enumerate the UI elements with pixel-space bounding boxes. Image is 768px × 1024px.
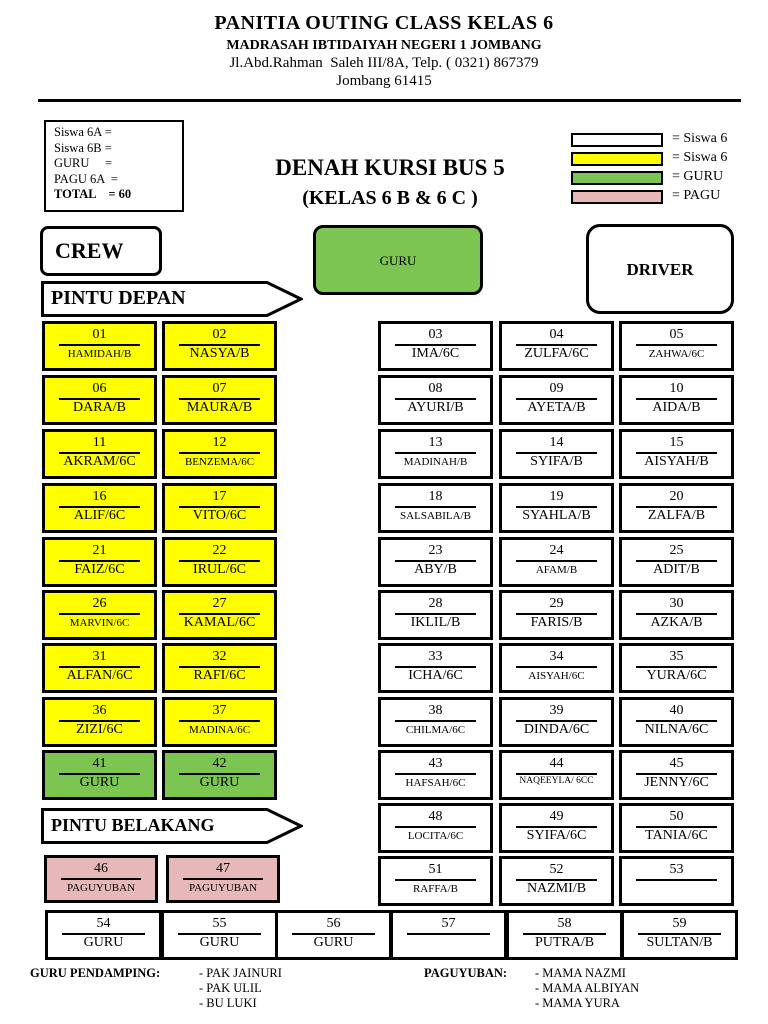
seat-53	[619, 856, 734, 906]
seat-37	[162, 697, 277, 747]
seat-number: 29	[549, 596, 564, 611]
info-line-1: Siswa 6A =	[54, 125, 112, 139]
seat-name-line	[407, 933, 489, 935]
seat-name-line	[59, 613, 140, 615]
seat-number: 51	[428, 862, 443, 877]
seat-name: YURA/6C	[646, 667, 707, 683]
seat-name: NILNA/6C	[644, 721, 709, 737]
seat-name: GURU	[199, 934, 240, 950]
seat-name-line	[59, 344, 140, 346]
seat-name: DINDA/6C	[523, 721, 590, 737]
seat-36	[42, 697, 157, 747]
legend-swatch-3	[571, 190, 663, 204]
seat-number: 49	[549, 809, 564, 824]
crew-box: CREW	[40, 226, 162, 276]
seat-number: 16	[92, 489, 107, 504]
seat-49	[499, 803, 614, 853]
seat-name: MADINAH/B	[403, 455, 468, 468]
info-line-3: GURU =	[54, 156, 113, 170]
seat-name: IMA/6C	[411, 345, 460, 361]
seat-number: 06	[92, 381, 107, 396]
seat-name: SYAHLA/B	[522, 507, 591, 523]
page-subtitle: (KELAS 6 B & 6 C )	[302, 187, 478, 209]
legend-label-0: = Siswa 6	[672, 131, 728, 146]
seat-name-line	[516, 560, 597, 562]
seat-22	[162, 537, 277, 587]
seat-44	[499, 750, 614, 800]
legend-swatch-0	[571, 133, 663, 147]
seat-name-line	[395, 826, 476, 828]
seat-46	[44, 855, 158, 903]
seat-name: AYETA/B	[527, 399, 586, 415]
footer-pagu	[424, 966, 507, 981]
seat-name: AZKA/B	[650, 614, 703, 630]
seat-name: NAQEEYLA/ 6CC	[519, 775, 594, 786]
seat-58	[506, 910, 623, 960]
seat-17	[162, 483, 277, 533]
seat-name: AIDA/B	[652, 399, 701, 415]
seat-number: 32	[212, 649, 227, 664]
seat-name: HAFSAH/6C	[405, 776, 466, 789]
footer-guru-item-1: - PAK ULIL	[199, 981, 262, 995]
seat-number: 31	[92, 649, 107, 664]
seat-07	[162, 375, 277, 425]
seat-number: 03	[428, 327, 443, 342]
legend-swatch-1	[571, 152, 663, 166]
seat-50	[619, 803, 734, 853]
seat-14	[499, 429, 614, 479]
seat-name: IRUL/6C	[193, 561, 246, 577]
seat-number: 48	[428, 809, 443, 824]
footer-pagu-item-0: - MAMA NAZMI	[535, 966, 626, 980]
seat-name-line	[179, 720, 260, 722]
seat-29	[499, 590, 614, 640]
seat-name: SYIFA/B	[530, 453, 583, 469]
seat-number: 58	[557, 916, 572, 931]
seat-name: VITO/6C	[192, 507, 247, 523]
seat-number: 01	[92, 327, 107, 342]
seat-28	[378, 590, 493, 640]
seat-number: 18	[428, 489, 443, 504]
seat-number: 17	[212, 489, 227, 504]
footer-pagu-item-2: - MAMA YURA	[535, 996, 620, 1010]
seat-25	[619, 537, 734, 587]
seat-name: ICHA/6C	[408, 667, 463, 683]
seat-number: 08	[428, 381, 443, 396]
seat-number: 33	[428, 649, 443, 664]
seat-52	[499, 856, 614, 906]
footer-guru-item-2: - BU LUKI	[199, 996, 257, 1010]
seat-04	[499, 321, 614, 371]
seat-name: AYURI/B	[407, 399, 464, 415]
seat-27	[162, 590, 277, 640]
seat-47	[166, 855, 280, 903]
seat-name: GURU	[83, 934, 124, 950]
seat-30	[619, 590, 734, 640]
seat-name: SALSABILA/B	[400, 509, 471, 522]
info-line-4: PAGU 6A =	[54, 171, 118, 186]
seat-09	[499, 375, 614, 425]
seat-number: 47	[216, 861, 230, 876]
page-title: DENAH KURSI BUS 5	[275, 155, 505, 180]
header-divider	[38, 99, 741, 102]
header-school: MADRASAH IBTIDAIYAH NEGERI 1 JOMBANG	[226, 38, 542, 53]
info-total: TOTAL = 60	[54, 187, 132, 201]
seat-56	[275, 910, 392, 960]
seat-number: 28	[428, 596, 443, 611]
seat-number: 02	[212, 327, 227, 342]
seat-number: 36	[92, 703, 107, 718]
seat-number: 11	[92, 435, 107, 450]
driver-box: DRIVER	[586, 224, 734, 314]
info-line-2: Siswa 6B =	[54, 140, 112, 155]
seat-15	[619, 429, 734, 479]
seat-54	[45, 910, 162, 960]
seat-name: FAIZ/6C	[74, 561, 125, 577]
seat-number: 57	[441, 916, 456, 931]
seat-31	[42, 643, 157, 693]
legend-swatch-2	[571, 171, 663, 185]
seat-number: 44	[549, 756, 564, 771]
seat-number: 41	[92, 756, 107, 771]
seat-05	[619, 321, 734, 371]
seat-number: 22	[212, 543, 227, 558]
seat-name: SYIFA/6C	[526, 827, 587, 843]
seat-number: 15	[669, 435, 684, 450]
seat-name-line	[183, 878, 263, 880]
seat-name: AKRAM/6C	[63, 453, 136, 469]
seat-name: LOCITA/6C	[407, 829, 464, 842]
seat-name-line	[636, 344, 717, 346]
seat-number: 09	[549, 381, 564, 396]
seat-name: ALIF/6C	[73, 507, 126, 523]
seat-32	[162, 643, 277, 693]
seat-name-line	[516, 773, 597, 775]
seat-number: 46	[94, 861, 108, 876]
seat-59	[621, 910, 738, 960]
seat-13	[378, 429, 493, 479]
seat-number: 12	[212, 435, 227, 450]
seat-name-line	[179, 452, 260, 454]
seat-number: 35	[669, 649, 684, 664]
seat-number: 39	[549, 703, 564, 718]
seat-number: 40	[669, 703, 684, 718]
seat-name: IKLIL/B	[410, 614, 461, 630]
seat-name-line	[516, 666, 597, 668]
seat-name-line	[61, 878, 141, 880]
header-city: Jombang 61415	[336, 73, 432, 89]
header-title: PANITIA OUTING CLASS KELAS 6	[214, 12, 554, 34]
seat-number: 59	[672, 916, 687, 931]
seat-number: 04	[549, 327, 564, 342]
seat-number: 25	[669, 543, 684, 558]
seat-number: 19	[549, 489, 564, 504]
footer-guru-label: GURU PENDAMPING:	[30, 966, 161, 980]
seat-08	[378, 375, 493, 425]
seat-name: GURU	[79, 774, 120, 790]
seat-name: NAZMI/B	[526, 880, 587, 896]
seat-name: NASYA/B	[189, 345, 250, 361]
seat-number: 56	[326, 916, 341, 931]
seat-number: 10	[669, 381, 684, 396]
front-door-label: PINTU DEPAN	[51, 287, 186, 309]
seat-40	[619, 697, 734, 747]
seat-number: 34	[549, 649, 564, 664]
seat-57	[390, 910, 507, 960]
legend-label-3: = PAGU	[672, 188, 721, 203]
seat-name: BENZEMA/6C	[184, 455, 255, 468]
footer-guru	[30, 966, 160, 981]
seat-name: SULTAN/B	[646, 934, 713, 950]
seat-number: 52	[549, 862, 564, 877]
seat-name: ALFAN/6C	[66, 667, 133, 683]
seat-45	[619, 750, 734, 800]
legend	[571, 133, 751, 205]
seat-38	[378, 697, 493, 747]
seat-number: 07	[212, 381, 227, 396]
seat-name: MARVIN/6C	[69, 616, 130, 629]
seat-number: 43	[428, 756, 443, 771]
seat-name: MADINA/6C	[188, 723, 251, 736]
seat-55	[161, 910, 278, 960]
seat-name-line	[395, 879, 476, 881]
footer-pagu-list	[535, 966, 639, 1011]
seat-34	[499, 643, 614, 693]
seat-name: MAURA/B	[186, 399, 253, 415]
seat-02	[162, 321, 277, 371]
seat-18	[378, 483, 493, 533]
seat-number: 38	[428, 703, 443, 718]
seat-35	[619, 643, 734, 693]
legend-label-1: = Siswa 6	[672, 150, 728, 165]
seat-number: 13	[428, 435, 443, 450]
seat-33	[378, 643, 493, 693]
seat-24	[499, 537, 614, 587]
seat-10	[619, 375, 734, 425]
seat-number: 54	[96, 916, 111, 931]
seat-51	[378, 856, 493, 906]
legend-label-2: = GURU	[672, 169, 724, 184]
seat-name: FARIS/B	[530, 614, 583, 630]
seat-23	[378, 537, 493, 587]
guru-front-seat: GURU	[313, 225, 483, 295]
footer-guru-item-0: - PAK JAINURI	[199, 966, 282, 980]
seat-39	[499, 697, 614, 747]
seat-name: RAFFA/B	[412, 882, 459, 895]
seat-name: KAMAL/6C	[183, 614, 256, 630]
seat-name: JENNY/6C	[644, 774, 709, 790]
seat-06	[42, 375, 157, 425]
seat-number: 14	[549, 435, 564, 450]
seat-name: AISYAH/6C	[528, 669, 585, 682]
seat-name: PAGUYUBAN	[188, 881, 258, 894]
seat-name-line	[395, 506, 476, 508]
seat-01	[42, 321, 157, 371]
seat-20	[619, 483, 734, 533]
back-door-label: PINTU BELAKANG	[51, 815, 215, 835]
seat-21	[42, 537, 157, 587]
seat-number: 37	[212, 703, 227, 718]
seat-name: ABY/B	[414, 561, 457, 577]
seat-number: 23	[428, 543, 443, 558]
seat-42	[162, 750, 277, 800]
seat-name: GURU	[199, 774, 240, 790]
seat-number: 50	[669, 809, 684, 824]
seat-number: 26	[92, 596, 107, 611]
seat-43	[378, 750, 493, 800]
footer-guru-list	[199, 966, 282, 1011]
seat-name-line	[395, 720, 476, 722]
seat-number: 53	[669, 862, 684, 877]
seat-name: PAGUYUBAN	[66, 881, 136, 894]
seat-name: HAMIDAH/B	[67, 347, 132, 360]
back-door-arrow	[41, 808, 303, 844]
seat-name: TANIA/6C	[645, 827, 708, 843]
seat-26	[42, 590, 157, 640]
front-door-arrow	[41, 281, 303, 317]
seat-16	[42, 483, 157, 533]
seat-name: PUTRA/B	[534, 934, 595, 950]
seat-name: GURU	[313, 934, 354, 950]
seat-name: CHILMA/6C	[405, 723, 466, 736]
seat-number: 30	[669, 596, 684, 611]
seat-number: 24	[549, 543, 564, 558]
seat-name: ZAHWA/6C	[648, 347, 705, 360]
seat-name: AFAM/B	[535, 563, 578, 576]
seat-number: 05	[669, 327, 684, 342]
seat-name: AISYAH/B	[644, 453, 709, 469]
seat-number: 27	[212, 596, 227, 611]
footer-pagu-item-1: - MAMA ALBIYAN	[535, 981, 640, 995]
header-address: Jl.Abd.Rahman Saleh III/8A, Telp. ( 0321) 867379	[229, 55, 539, 71]
seat-name: ADIT/B	[653, 561, 700, 577]
seat-19	[499, 483, 614, 533]
seat-name-line	[395, 773, 476, 775]
footer-pagu-label: PAGUYUBAN:	[424, 966, 508, 980]
seat-name: ZIZI/6C	[76, 721, 123, 737]
seat-name: DARA/B	[73, 399, 126, 415]
seat-12	[162, 429, 277, 479]
seat-name: ZULFA/6C	[524, 345, 589, 361]
seat-name: RAFI/6C	[193, 667, 246, 683]
seat-name: ZALFA/B	[647, 507, 706, 523]
seat-number: 20	[669, 489, 684, 504]
seat-name-line	[395, 452, 476, 454]
seat-number: 55	[212, 916, 227, 931]
seat-number: 45	[669, 756, 684, 771]
info-box	[44, 120, 184, 212]
seat-name-line	[636, 879, 717, 881]
seat-03	[378, 321, 493, 371]
seat-11	[42, 429, 157, 479]
seat-number: 21	[92, 543, 107, 558]
seat-48	[378, 803, 493, 853]
seat-number: 42	[212, 756, 227, 771]
seat-41	[42, 750, 157, 800]
